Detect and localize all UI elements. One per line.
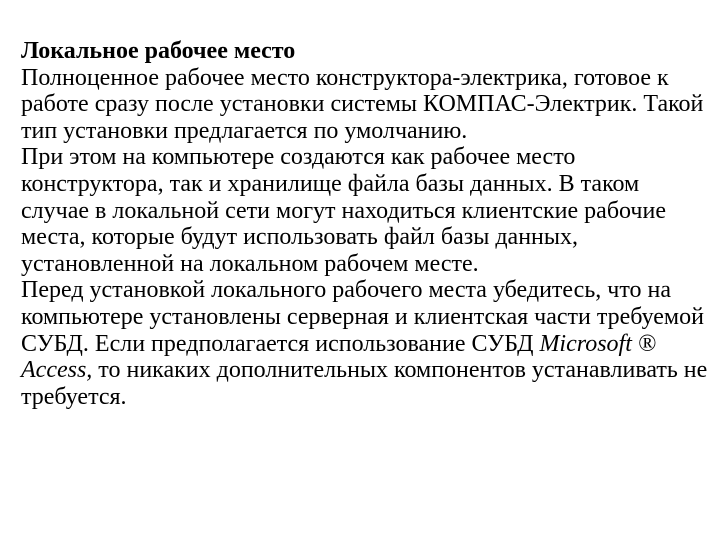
dbms-text-end: то никаких дополнительных компонентов устанавливать не требуется.: [21, 357, 708, 410]
paragraph-database-storage: При этом на компьютере создаются как рабочее место конструктора, так и хранилище файла базы данных. В таком случае в локальной сети могут находиться клиентские рабочие места, которые будут использовать файл базы данных, установленной на локальном рабочем месте.: [21, 144, 666, 277]
dbms-text-start: Перед установкой локального рабочего места убедитесь, что на компьютере установлены серверная и клиентская части требуемой СУБД. Если предполагается использование СУБД: [21, 277, 704, 357]
paragraph-dbms-requirements: [21, 277, 710, 410]
dbms-product-name: Microsoft ® Access,: [21, 330, 657, 384]
section-heading: Локальное рабочее место: [21, 38, 296, 64]
paragraph-workstation-description: Полноценное рабочее место конструктора-электрика, готовое к работе сразу после установки системы КОМПАС-Электрик. Такой тип установки предлагается по умолчанию.: [21, 64, 704, 144]
